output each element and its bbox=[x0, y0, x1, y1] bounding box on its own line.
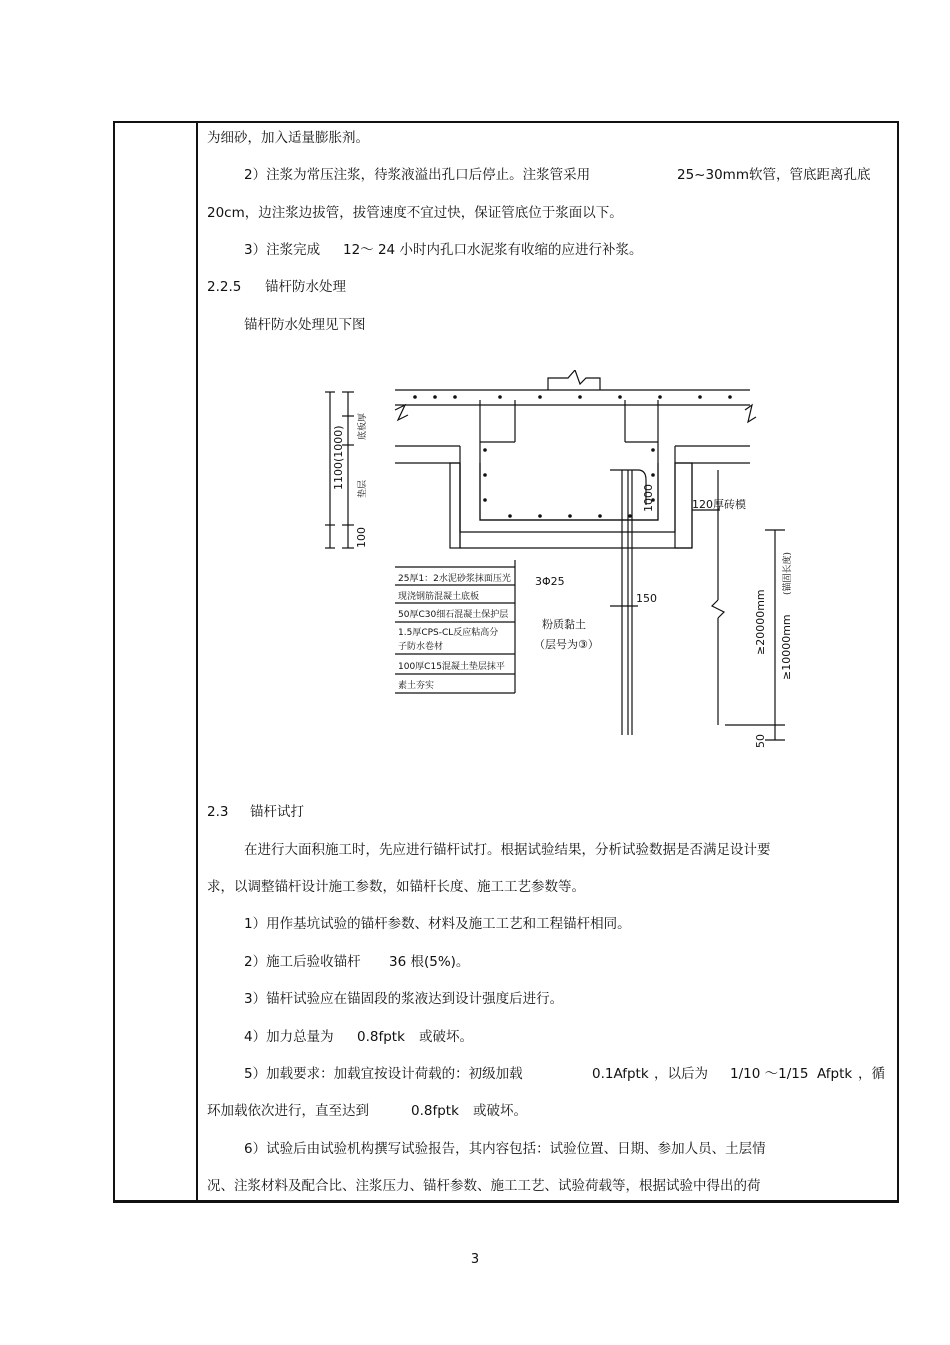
layer-7: 素土夯实 bbox=[398, 681, 435, 691]
layer-3: 50厚C30细石混凝土保护层 bbox=[398, 610, 509, 620]
text-line: 2）注浆为常压注浆，待浆液溢出孔口后停止。注浆管采用 bbox=[244, 167, 591, 183]
text-line: ，循 bbox=[858, 1066, 885, 1082]
dim-50: 50 bbox=[754, 734, 767, 748]
label-slab: 底板厚 bbox=[358, 412, 368, 440]
dim-1100: 1100(1000) bbox=[332, 425, 345, 490]
text-line: 在进行大面积施工时，先应进行锚杆试打。根据试验结果，分析试验数据是否满足设计要 bbox=[244, 842, 771, 858]
dim-1000: 1000 bbox=[642, 484, 655, 512]
text-line: ，以后为 bbox=[654, 1066, 708, 1082]
text-line: 4）加力总量为 bbox=[244, 1029, 334, 1045]
text-line: 0.1Afptk bbox=[592, 1066, 649, 1082]
dim-10000: ≥10000mm bbox=[780, 614, 793, 680]
text-line: 5）加载要求：加载宜按设计荷载的：初级加载 bbox=[244, 1066, 523, 1082]
text-line: 为细砂，加入适量膨胀剂。 bbox=[207, 130, 369, 146]
text-line: 求，以调整锚杆设计施工参数，如锚杆长度、施工工艺参数等。 bbox=[207, 879, 585, 895]
layer-2: 现浇钢筋混凝土底板 bbox=[398, 592, 480, 602]
label-pad: 垫层 bbox=[358, 479, 368, 498]
page-number: 3 bbox=[470, 1252, 480, 1267]
anchor-waterproofing-drawing bbox=[320, 370, 800, 755]
text-line: 25~30mm软管，管底距离孔底 bbox=[677, 167, 871, 183]
text-line: 36 根(5%)。 bbox=[389, 954, 470, 970]
layer-4: 1.5厚CPS-CL反应粘高分 bbox=[398, 628, 499, 638]
text-line: 环加载依次进行，直至达到 bbox=[207, 1103, 369, 1119]
dim-100: 100 bbox=[355, 527, 368, 548]
text-line: 0.8fptk bbox=[357, 1029, 405, 1045]
dim-150: 150 bbox=[636, 592, 657, 605]
table-column-divider bbox=[196, 121, 198, 1203]
text-line: 1/10 ～1/15 bbox=[730, 1066, 809, 1082]
text-line: 12～ 24 小时内孔口水泥浆有收缩的应进行补浆。 bbox=[343, 242, 643, 258]
text-line: 或破坏。 bbox=[419, 1029, 473, 1045]
text-line: 况、注浆材料及配合比、注浆压力、锚杆参数、施工工艺、试验荷载等，根据试验中得出的荷 bbox=[207, 1178, 761, 1194]
label-soil: 粉质黏土 bbox=[542, 618, 586, 631]
text-line: 0.8fptk bbox=[411, 1103, 459, 1119]
dim-20000: ≥20000mm bbox=[754, 589, 767, 655]
dim-right-label: (锚固长度) bbox=[783, 551, 793, 595]
label-rebar: 3Φ25 bbox=[535, 575, 565, 588]
text-line: Afptk bbox=[817, 1066, 853, 1082]
text-line: 6）试验后由试验机构撰写试验报告，其内容包括：试验位置、日期、参加人员、土层情 bbox=[244, 1141, 766, 1157]
section-number: 2.2.5 bbox=[207, 279, 242, 295]
text-line: 20cm，边注浆边拔管，拔管速度不宜过快，保证管底位于浆面以下。 bbox=[207, 205, 623, 221]
label-brick: 120厚砖模 bbox=[692, 498, 746, 511]
text-line: 3）锚杆试验应在锚固段的浆液达到设计强度后进行。 bbox=[244, 991, 564, 1007]
label-soil-layer: （层号为③） bbox=[534, 638, 599, 651]
section-title: 锚杆试打 bbox=[250, 804, 304, 820]
layer-5: 子防水卷材 bbox=[398, 642, 444, 652]
section-title: 锚杆防水处理 bbox=[265, 279, 346, 295]
text-line: 锚杆防水处理见下图 bbox=[244, 317, 366, 333]
section-number: 2.3 bbox=[207, 804, 229, 820]
layer-1: 25厚1：2水泥砂浆抹面压光 bbox=[398, 574, 511, 584]
text-line: 3）注浆完成 bbox=[244, 242, 321, 258]
text-line: 2）施工后验收锚杆 bbox=[244, 954, 361, 970]
text-line: 或破坏。 bbox=[473, 1103, 527, 1119]
text-line: 1）用作基坑试验的锚杆参数、材料及施工工艺和工程锚杆相同。 bbox=[244, 916, 631, 932]
layer-6: 100厚C15混凝土垫层抹平 bbox=[398, 662, 505, 672]
